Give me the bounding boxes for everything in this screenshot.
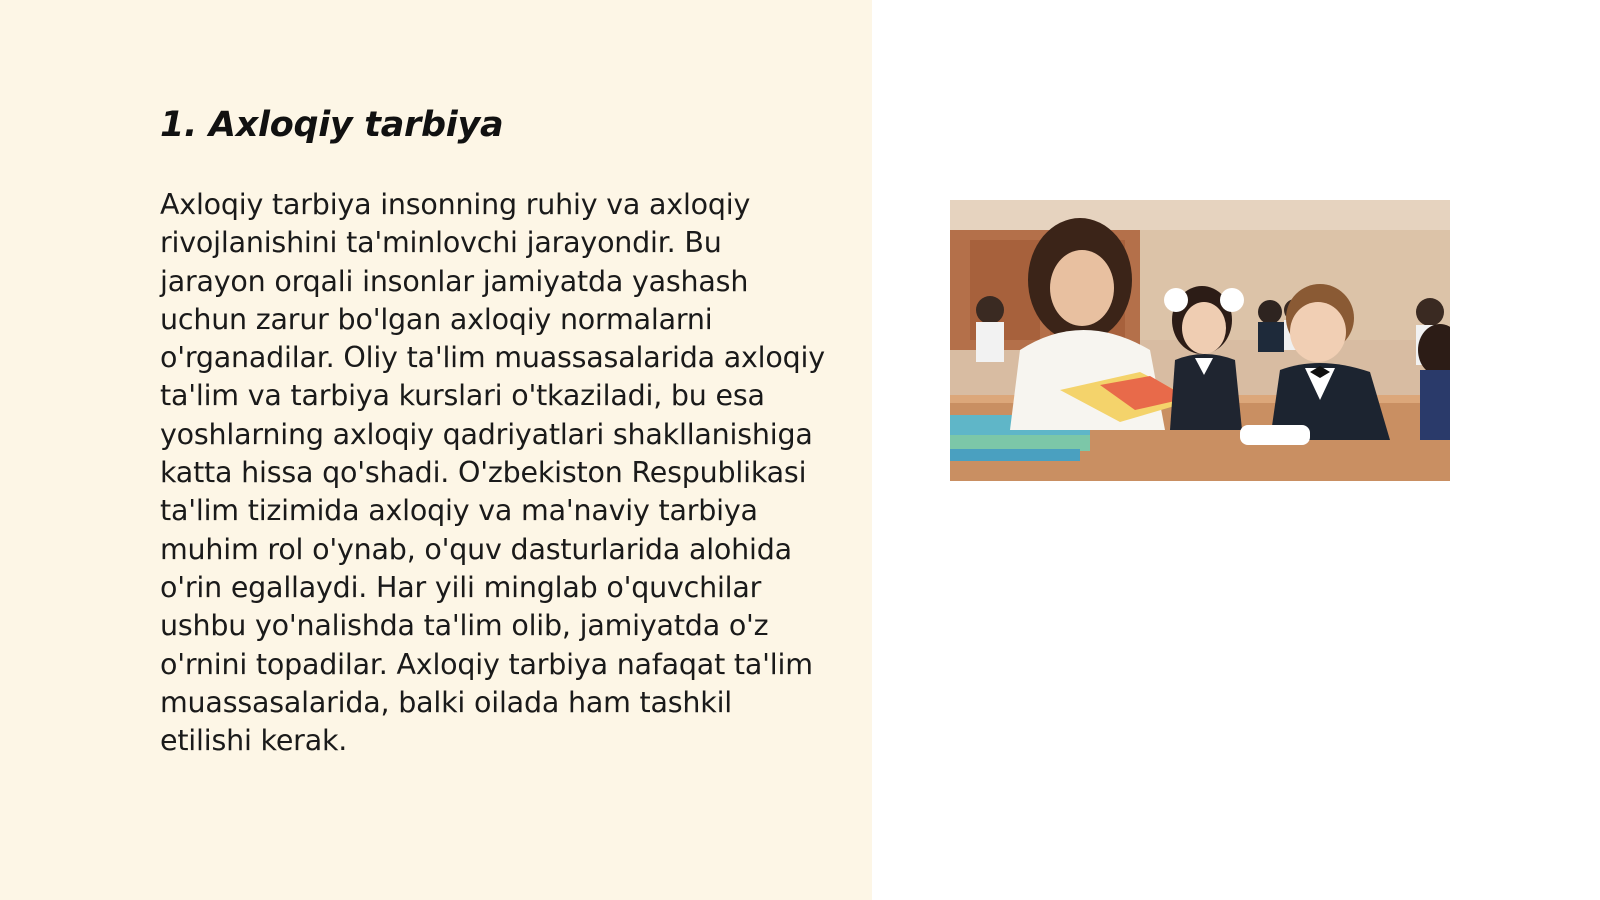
slide-body-text: Axloqiy tarbiya insonning ruhiy va axloqiy rivojlanishini ta'minlovchi jarayondir. Bu jarayon orqali insonlar jamiyatda yashash uchun zarur bo'lgan axloqiy normalarni o'rganadilar. Oliy ta'lim muassasalarida axloqiy ta'lim va tarbiya kurslari o'tkaziladi, bu esa yoshlarning axloqiy qadriyatlari shakllanishiga katta hissa qo'shadi. O'zbekiston Respublikasi ta'lim tizimida axloqiy va ma'naviy tarbiya muhim rol o'ynab, o'quv dasturlarida alohida o'rin egallaydi. Har yili minglab o'quvchilar ushbu yo'nalishda ta'lim olib, jamiyatda o'z o'rnini topadilar. Axloqiy tarbiya nafaqat ta'lim muassasalarida, balki oilada ham tashkil etilishi kerak. <box>160 188 825 758</box>
classroom-photo-illustration <box>950 200 1450 481</box>
classroom-photo <box>950 200 1450 481</box>
slide-title: 1. Axloqiy tarbiya <box>160 105 504 145</box>
